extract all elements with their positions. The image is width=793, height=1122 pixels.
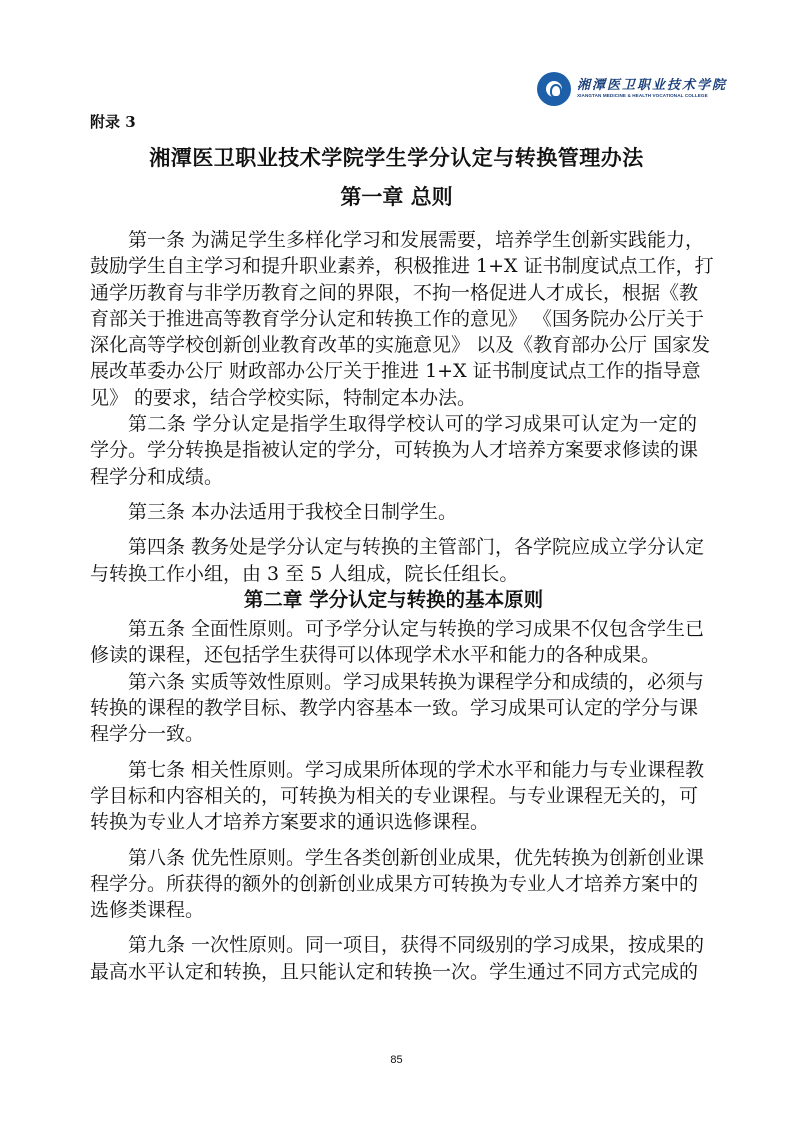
paragraph-line: 深化高等学校创新创业教育改革的实施意见》 以及《教育部办公厅 国家发 xyxy=(90,334,711,357)
page-number: 85 xyxy=(390,1054,403,1066)
paragraph-line: 修读的课程，还包括学生获得可以体现学术水平和能力的各种成果。 xyxy=(90,644,661,667)
paragraph-line: 程学分和成绩。 xyxy=(90,465,224,488)
paragraph-line: 程学分一致。 xyxy=(90,723,205,746)
paragraph-line: 最高水平认定和转换，且只能认定和转换一次。学生通过不同方式完成的 xyxy=(90,960,699,983)
article-paragraph xyxy=(90,616,705,669)
chapter-heading: 第二章 学分认定与转换的基本原则 xyxy=(243,587,544,611)
college-logo xyxy=(537,72,727,106)
paragraph-line: 第八条 优先性原则。学生各类创新创业成果，优先转换为创新创业课 xyxy=(128,846,705,869)
logo-chinese-name: 湘潭医卫职业技术学院 xyxy=(577,78,728,94)
paragraph-line: 转换的课程的教学目标、教学内容基本一致。学习成果可认定的学分与课 xyxy=(90,697,699,720)
logo-text xyxy=(577,79,727,99)
appendix-label: 附录 3 xyxy=(90,113,136,131)
paragraph-line: 第四条 教务处是学分认定与转换的主管部门，各学院应成立学分认定 xyxy=(128,536,705,559)
paragraph-line: 见》 的要求，结合学校实际，特制定本办法。 xyxy=(90,386,477,409)
chapter-1-heading: 第一章 总则 xyxy=(340,184,453,209)
paragraph-line: 第九条 一次性原则。同一项目，获得不同级别的学习成果，按成果的 xyxy=(128,934,705,957)
article-paragraph xyxy=(90,845,705,924)
document-title: 湘潭医卫职业技术学院学生学分认定与转换管理办法 xyxy=(149,145,644,170)
paragraph-line: 通学历教育与非学历教育之间的界限，不拘一格促进人才成长，根据《教 xyxy=(90,281,699,304)
paragraph-line: 第七条 相关性原则。学习成果所体现的学术水平和能力与专业课程教 xyxy=(128,758,705,781)
paragraph-line: 第三条 本办法适用于我校全日制学生。 xyxy=(128,500,458,523)
paragraph-line: 育部关于推进高等教育学分认定和转换工作的意见》 《国务院办公厅关于 xyxy=(90,307,705,330)
paragraph-line: 第五条 全面性原则。可予学分认定与转换的学习成果不仅包含学生已 xyxy=(128,618,705,641)
article-paragraph xyxy=(90,669,705,748)
college-seal-icon xyxy=(537,72,571,106)
logo-english-name: XIANGTAN MEDICINE & HEALTH VOCATIONAL COLLEGE xyxy=(577,93,708,99)
article-paragraph xyxy=(90,411,697,490)
paragraph-line: 第二条 学分认定是指学生取得学校认可的学习成果可认定为一定的 xyxy=(128,413,697,436)
paragraph-line: 选修类课程。 xyxy=(90,899,205,922)
article-paragraph xyxy=(90,757,705,836)
document-body xyxy=(90,227,714,985)
paragraph-line: 第六条 实质等效性原则。学习成果转换为课程学分和成绩的，必须与 xyxy=(128,670,705,693)
article-paragraph xyxy=(90,534,705,587)
paragraph-line: 程学分。所获得的额外的创新创业成果方可转换为专业人才培养方案中的 xyxy=(90,872,699,895)
article-paragraph xyxy=(90,227,714,411)
paragraph-line: 学分。学分转换是指被认定的学分，可转换为人才培养方案要求修读的课 xyxy=(90,439,699,462)
article-paragraph xyxy=(90,499,697,525)
paragraph-line: 鼓励学生自主学习和提升职业素养，积极推进 1+X 证书制度试点工作，打 xyxy=(90,255,714,278)
article-paragraph xyxy=(90,932,705,985)
paragraph-line: 转换为专业人才培养方案要求的通识选修课程。 xyxy=(90,811,490,834)
paragraph-line: 第一条 为满足学生多样化学习和发展需要，培养学生创新实践能力， xyxy=(128,229,705,251)
paragraph-line: 学目标和内容相关的，可转换为相关的专业课程。与专业课程无关的，可 xyxy=(90,784,699,807)
paragraph-line: 与转换工作小组，由 3 至 5 人组成，院长任组长。 xyxy=(90,562,519,585)
paragraph-line: 展改革委办公厅 财政部办公厅关于推进 1+X 证书制度试点工作的指导意 xyxy=(90,360,701,383)
